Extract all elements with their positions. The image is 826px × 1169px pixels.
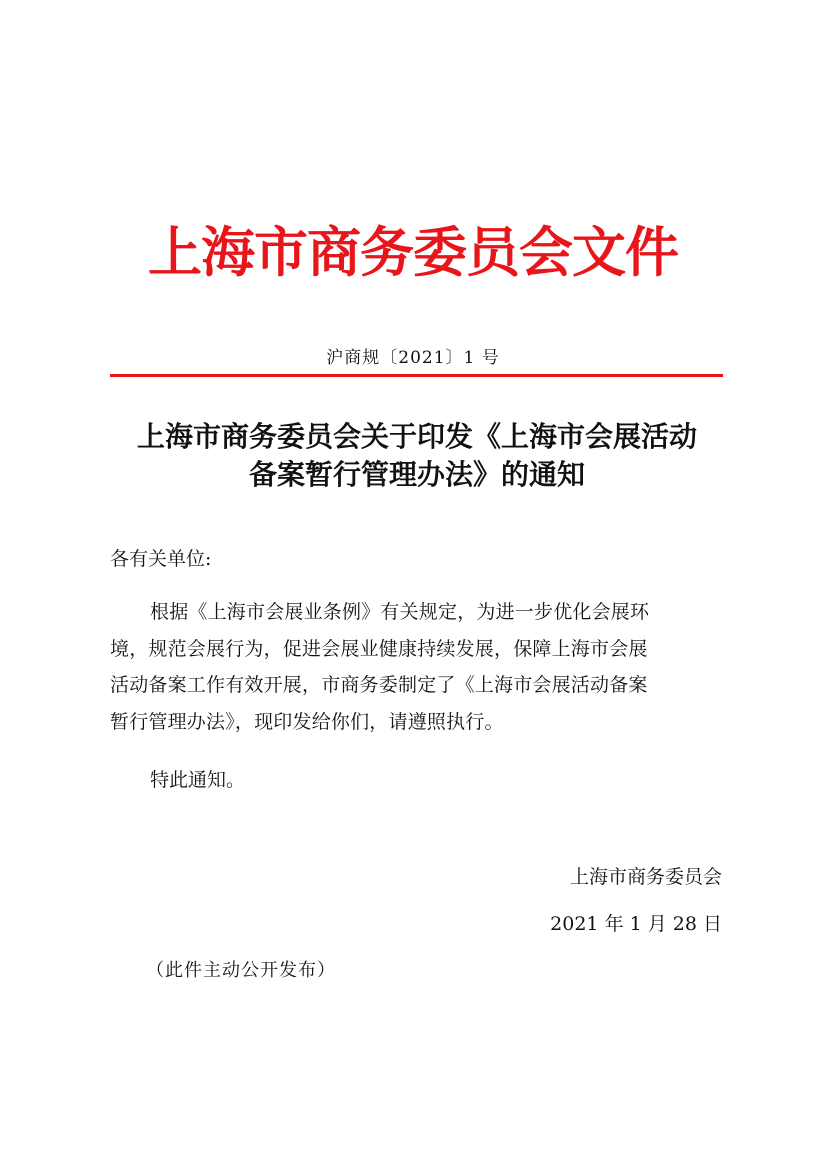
issue-date: 2021 年 1 月 28 日 bbox=[550, 913, 722, 935]
body-line-1: 根据《上海市会展业条例》有关规定，为进一步优化会展环 bbox=[150, 601, 650, 623]
document-title-line-1: 上海市商务委员会关于印发《上海市会展活动 bbox=[136, 420, 697, 453]
document-title bbox=[100, 418, 734, 494]
body-line-3: 活动备案工作有效开展，市商务委制定了《上海市会展活动备案 bbox=[110, 674, 648, 696]
body-line-4: 暂行管理办法》，现印发给你们，请遵照执行。 bbox=[110, 710, 504, 733]
body-paragraph bbox=[110, 594, 723, 740]
document-title-line-2: 备案暂行管理办法》的通知 bbox=[248, 458, 585, 491]
body-line-2: 境，规范会展行为，促进会展业健康持续发展，保障上海市会展 bbox=[110, 637, 648, 660]
document-masthead: 上海市商务委员会文件 bbox=[148, 220, 678, 284]
issuer-signature: 上海市商务委员会 bbox=[569, 866, 722, 888]
addressee: 各有关单位: bbox=[110, 548, 212, 570]
disclosure-note: （此件主动公开发布） bbox=[146, 960, 336, 981]
red-divider-rule bbox=[110, 374, 723, 377]
document-number: 沪商规〔2021〕1 号 bbox=[326, 348, 500, 368]
closing-remark: 特此通知。 bbox=[150, 769, 246, 791]
